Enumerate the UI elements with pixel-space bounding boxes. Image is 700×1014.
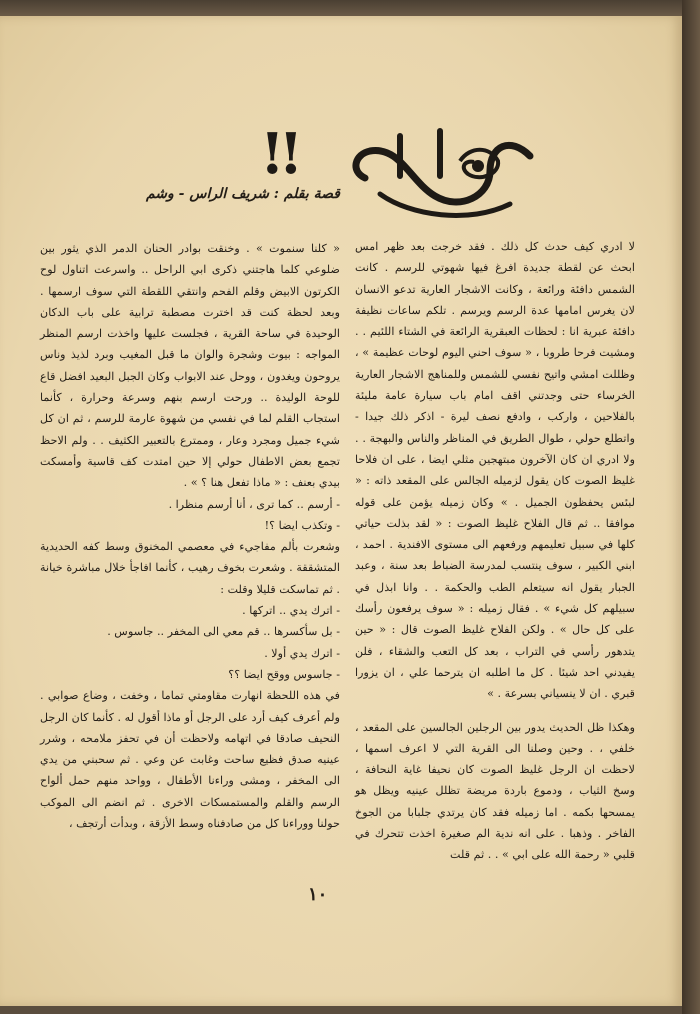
title-exclamation-marks: !! bbox=[260, 121, 298, 187]
dialogue-line: - وتكذب ايضا ؟! bbox=[264, 518, 340, 532]
dialogue-line: - بل سأكسرها .. قم معي الى المخفر .. جاسوس . bbox=[107, 625, 340, 639]
story-title-text: خلاقية bbox=[437, 224, 440, 225]
dialogue-line: - اترك يدي .. اتركها . bbox=[242, 604, 340, 618]
scan-top-border bbox=[0, 0, 682, 16]
paragraph: « كلنا سنموت » . وخنقت بوادر الحنان الدمر الذي يثور بين ضلوعي كلما هاجتني ذكرى ابي الراحل .. واسرعت اتناول لوح الكرتون الابيض وقلم الفحم وانتقي اللقطة التي سوف ارسمها . وبعد لحظة كنت قد اخترت مصطبة ترابية على باب الدكان الوحيدة في ساحة القرية ، فجلست عليها واخذت ارسم المنظر المواجه : بيوت وشجرة والوان ما قبل المغيب وبرد لذيذ وناس يروحون ويغدون ، ووحل عند الابواب وكان الجبل البعيد افضل قاع للوحة الوليدة .. ورحت ارسم بنهم وسرعة وحرارة ، كأنما استجاب القلم لما في نفسي من شهوة عارمة للرسم ، ثم ان كل شيء جميل ومجرد وعار ، وممترع بالتعبير الكثيف . . ولم الاحظ تجمع بعض الاطفال حولي إلا حين امتدت كف قاسية وأمسكت بيدي بعنف : « ماذا تفعل هنا ؟ » . bbox=[40, 242, 340, 490]
dialogue-line: - اترك يدي أولا . bbox=[264, 646, 340, 660]
scan-right-border bbox=[682, 0, 700, 1014]
text-column-right bbox=[355, 236, 635, 866]
story-byline: قصة بقلم : شريف الراس - وشم bbox=[145, 186, 340, 202]
paragraph: وهكذا ظل الحديث يدور بين الرجلين الجالسين على المقعد ، خلفي ، . وحين وصلنا الى القرية التي لا اعرف اسمها ، لاحظت ان الرجل غليظ الصوت كان نحيفا غاية النحافة ، وسخ الثياب ، ودموع باردة مريضة تظلل عينيه ويظل هو يمسحها بكمه . اما زميله فقد كان يرتدي جلبابا من الجوخ الفاخر . وذهبا . على انه ندية الم صغيرة اخذت تتحرك في قلبي « رحمة الله على ابي » . . ثم قلت bbox=[355, 720, 635, 862]
text-column-left bbox=[40, 238, 340, 834]
paragraph: في هذه اللحظة انهارت مقاومتي تماما ، وخفت ، وضاع صوابي . ولم أعرف كيف أرد على الرجل أو ماذا أقول له . كأنما كان الرجل النحيف صادقا في اتهامه ولاحظت أن في تحفز ملامحه ، وشرر عينيه صدق فظيع ساحت وغابت عن وعي . ثم سحبني من يدي الى المخفر ، ومشى وراءنا الأطفال ، وواحد منهم حمل ألواح الرسم والقلم والمستمسكات الاخرى . ثم انضم الى الموكب حولنا ووراءنا كل من صادفناه وسط الأزقة ، وبدأت أرتجف ، bbox=[40, 689, 340, 831]
page-number: ١٠ bbox=[308, 884, 328, 905]
story-title-calligraphy bbox=[340, 116, 540, 226]
dialogue-line: - أرسم .. كما ترى ، أنا أرسم منظرا . bbox=[168, 497, 340, 511]
paragraph: وشعرت بألم مفاجيء في معصمي المخنوق وسط كفه الحديدية المتشققة . وشعرت بخوف رهيب ، كأنما افاجأ خلال مباشرة خيانة . ثم تماسكت قليلا وقلت : bbox=[40, 540, 340, 596]
dialogue-line: - جاسوس ووقح ايضا ؟؟ bbox=[228, 667, 340, 681]
story-header bbox=[100, 116, 540, 236]
magazine-page bbox=[0, 16, 682, 1006]
paragraph: لا ادري كيف حدث كل ذلك . فقد خرجت بعد ظهر امس ابحث عن لقطة جديدة افرغ فيها شهوتي للرسم . كانت الشمس دافئة ورائعة ، وكانت الاشجار العارية تدعو الانسان لان يغرس امامها عدة الرسم ويرسم . تلكم ساعات نظيفة دافئة عبرية انا : لحظات العبقرية الرائعة في الشتاء اللئيم . . ومشيت فرحا طروبا ، « سوف احني اليوم لوحات عظيمة » ، وظللت امشي واتيح نفسي للشمس وللمناهج الاشجار العارية الخرساء حتى وجدتني اقف امام باب سيارة عامة مليئة بالفلاحين ، واركب ، وادفع نصف ليرة - اذكر ذلك جيدا - واتطلع حولي ، طوال الطريق في المناظر والناس والبهجة . . ولا ادري ان كان الآخرون مبتهجين مثلي ايضا ، على ان فلاحا غليظ الصوت كان يقول لزميله الجالس على المقعد ذاته : « لبئس يحفظون الجميل . » وكان زميله يؤمن على قوله موافقا .. ثم قال الفلاح غليظ الصوت : « لقد بذلت حياتي كلها في سبيل تعليمهم ورفعهم الى مستوى الافندية . احمد ، ابني الكبير ، سوف ينتسب لمدرسة الضباط بعد سنة ، وعبد الجبار يقول انه سيتعلم الطب والحكمة . . وانا ابذل في سبيلهم كل شيء » . فقال زميله : « سوف يرفعون رأسك على كل حال » . ولكن الفلاح غليظ الصوت قال : « حين يتدهور رأسي في التراب ، بعد كل التعب والشقاء ، فلن يفيدني احد شيئا . كل ما اطلبه ان يترحما علي ، ان يزورا قبري . ان لا ينسياني بسرعة . » bbox=[355, 240, 635, 701]
